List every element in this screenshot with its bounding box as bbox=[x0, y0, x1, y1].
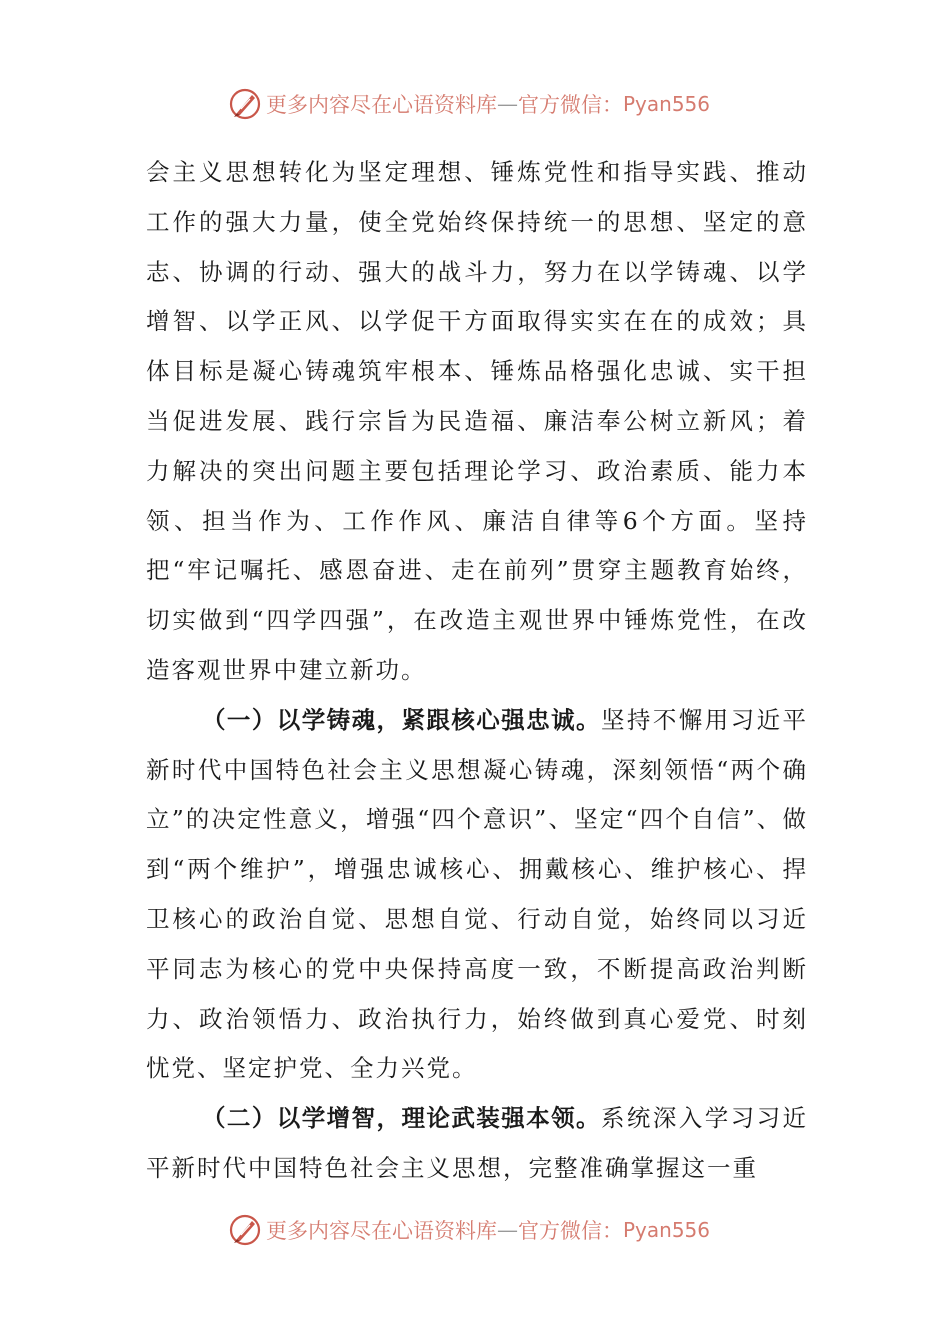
banner-dash: — bbox=[497, 1218, 518, 1242]
banner-official-label: 官方微信： bbox=[518, 93, 623, 117]
paragraph-continued bbox=[146, 148, 808, 696]
footer-banner bbox=[228, 1210, 748, 1250]
quill-pen-logo-icon bbox=[228, 87, 262, 121]
document-body bbox=[146, 148, 808, 1194]
paragraph-text: 坚持不懈用习近平新时代中国特色社会主义思想凝心铸魂，深刻领悟“两个确立”的决定性意义，增强“四个意识”、坚定“四个自信”、做到“两个维护”，增强忠诚核心、拥戴核心、维护核心、捍卫核心的政治自觉、思想自觉、行动自觉，始终同以习近平同志为核心的党中央保持高度一致，不断提高政治判断力、政治领悟力、政治执行力，始终做到真心爱党、时刻忧党、坚定护党、全力兴党。 bbox=[146, 705, 809, 1083]
paragraph-text: 系统深入学习习近平新时代中国特色社会主义思想，完整准确掌握这一重 bbox=[146, 1104, 809, 1182]
banner-main-text: 更多内容尽在心语资料库 bbox=[266, 1219, 497, 1243]
banner-wechat-id: Pyan556 bbox=[623, 1218, 711, 1242]
section-heading: （一）以学铸魂，紧跟核心强忠诚。 bbox=[202, 705, 601, 734]
header-banner bbox=[228, 84, 748, 124]
paragraph-text: 会主义思想转化为坚定理想、锤炼党性和指导实践、推动工作的强大力量，使全党始终保持统一的思想、坚定的意志、协调的行动、强大的战斗力，努力在以学铸魂、以学增智、以学正风、以学促干方面取得实实在在的成效；具体目标是凝心铸魂筑牢根本、锤炼品格强化忠诚、实干担当促进发展、践行宗旨为民造福、廉洁奉公树立新风；着力解决的突出问题主要包括理论学习、政治素质、能力本领、担当作为、工作作风、廉洁自律等6个方面。坚持把“牢记嘱托、感恩奋进、走在前列”贯穿主题教育始终，切实做到“四学四强”，在改造主观世界中锤炼党性，在改造客观世界中建立新功。 bbox=[146, 158, 808, 684]
section-heading: （二）以学增智，理论武装强本领。 bbox=[202, 1104, 601, 1133]
banner-main-text: 更多内容尽在心语资料库 bbox=[266, 93, 497, 117]
paragraph-section-1 bbox=[146, 696, 808, 1094]
banner-official-label: 官方微信： bbox=[518, 1219, 623, 1243]
banner-wechat-id: Pyan556 bbox=[623, 92, 711, 116]
banner-dash: — bbox=[497, 92, 518, 116]
paragraph-section-2 bbox=[146, 1094, 808, 1194]
quill-pen-logo-icon bbox=[228, 1213, 262, 1247]
